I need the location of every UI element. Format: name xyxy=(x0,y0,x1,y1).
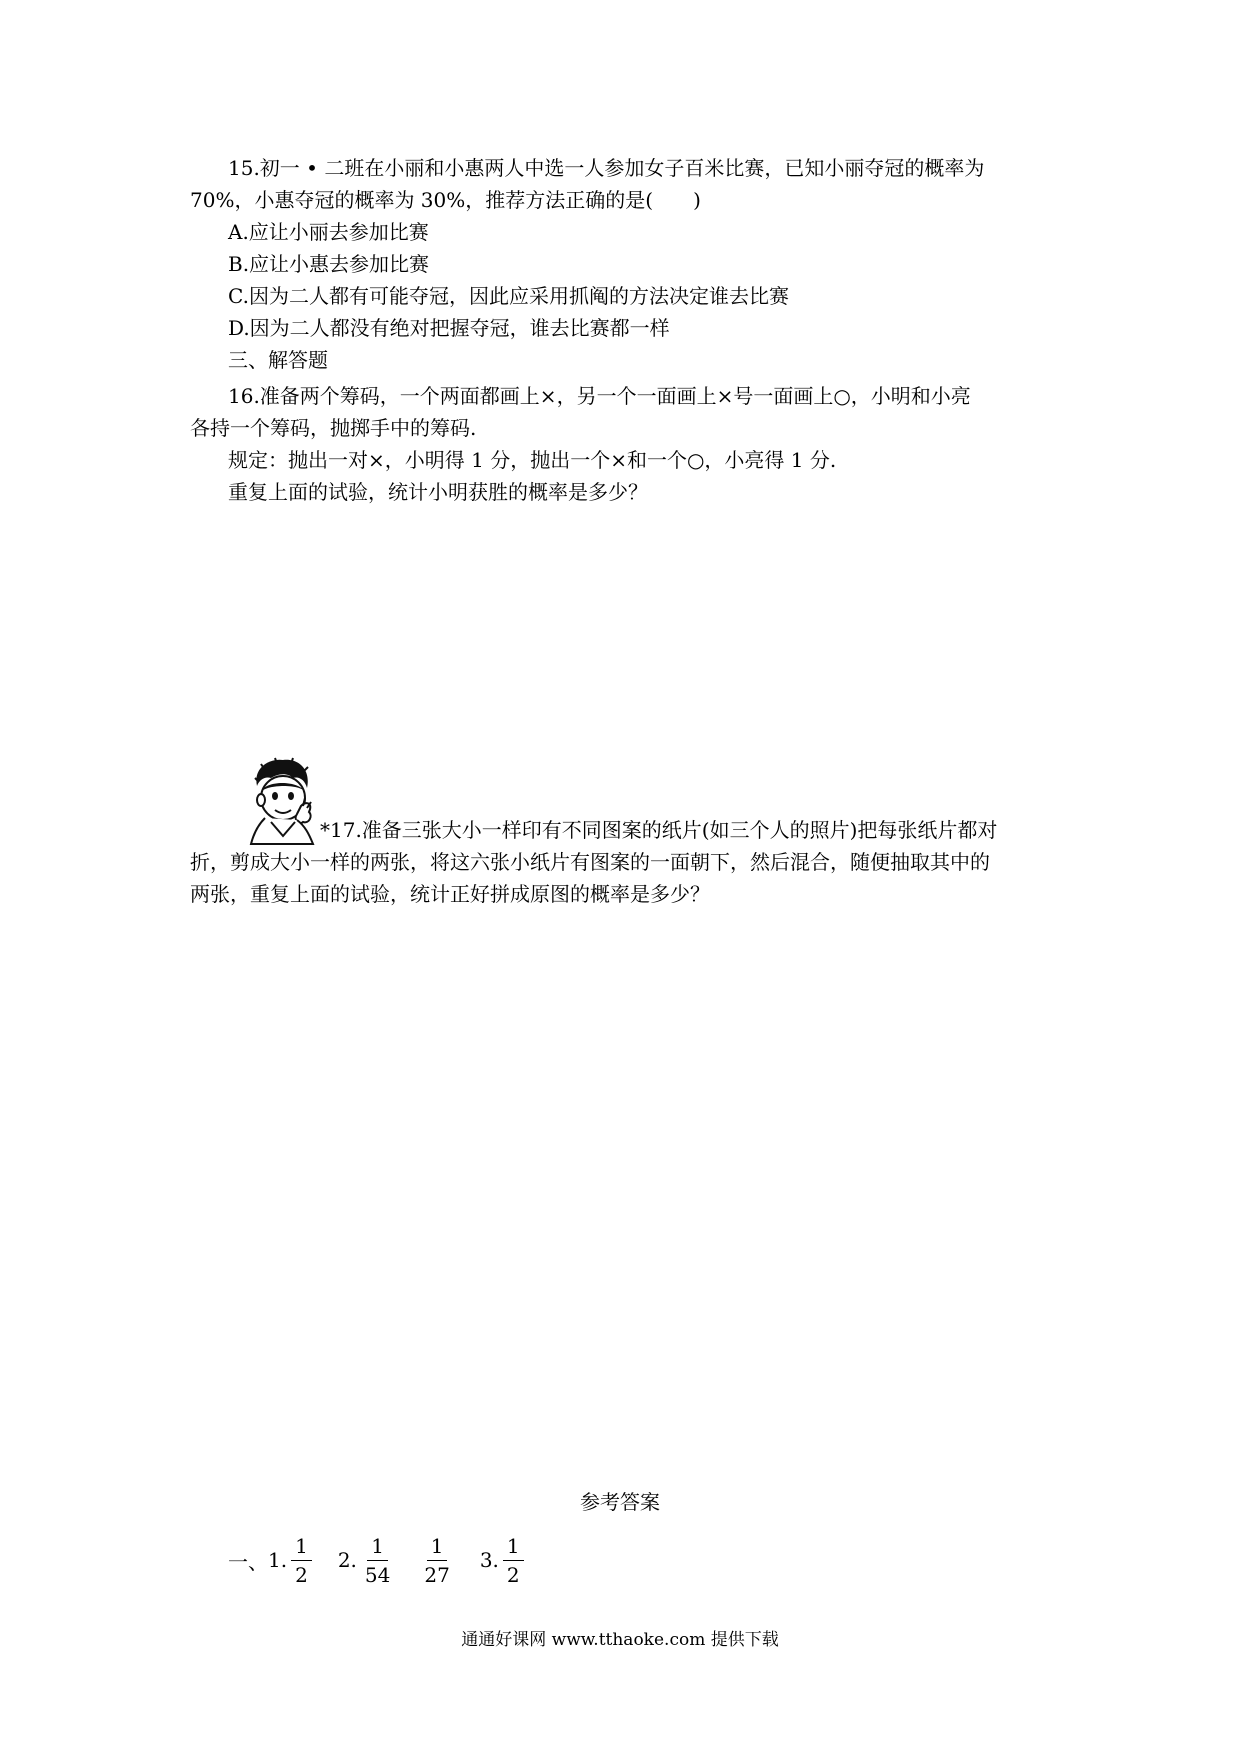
q16-line-1: 16.准备两个筹码，一个两面都画上×，另一个一面画上×号一面画上○，小明和小亮 xyxy=(228,384,971,408)
fraction-denominator: 54 xyxy=(364,1562,391,1587)
fraction-denominator: 2 xyxy=(506,1562,520,1587)
q17-line-2: 折，剪成大小一样的两张，将这六张小纸片有图案的一面朝下，然后混合，随便抽取其中的 xyxy=(190,850,990,874)
q15-option-b: B.应让小惠去参加比赛 xyxy=(228,252,430,276)
fraction xyxy=(420,1534,453,1587)
q15-line-2: 70%，小惠夺冠的概率为 30%，推荐方法正确的是( ) xyxy=(190,188,701,212)
section-3-title: 三、解答题 xyxy=(228,348,328,372)
fraction xyxy=(291,1534,312,1587)
q15-option-a: A.应让小丽去参加比赛 xyxy=(228,220,429,244)
fraction-numerator: 1 xyxy=(367,1534,388,1561)
q16-question: 重复上面的试验，统计小明获胜的概率是多少？ xyxy=(228,480,648,504)
answer-item-1 xyxy=(268,1534,316,1587)
answers-title: 参考答案 xyxy=(580,1490,660,1514)
fraction-denominator: 27 xyxy=(424,1562,450,1587)
answers-prefix: 一、 xyxy=(228,1549,268,1574)
answer-label: 2. xyxy=(337,1548,357,1572)
q17-line-3: 两张，重复上面的试验，统计正好拼成原图的概率是多少？ xyxy=(190,882,710,906)
q16-line-2: 各持一个筹码，抛掷手中的筹码. xyxy=(190,416,477,440)
answer-label: 1. xyxy=(268,1548,288,1572)
q15-option-c: C.因为二人都有可能夺冠，因此应采用抓阄的方法决定谁去比赛 xyxy=(228,284,789,308)
answer-label: 3. xyxy=(479,1548,499,1572)
answer-item-2 xyxy=(338,1534,458,1587)
fraction xyxy=(503,1534,524,1587)
fraction-numerator: 1 xyxy=(503,1534,524,1561)
fraction-numerator: 1 xyxy=(427,1534,448,1561)
q15-line-1: 15.初一 • 二班在小丽和小惠两人中选一人参加女子百米比赛，已知小丽夺冠的概率为 xyxy=(228,156,985,180)
cartoon-boy-icon xyxy=(247,756,317,846)
answer-item-3 xyxy=(480,1534,528,1587)
fraction xyxy=(361,1534,394,1587)
q15-option-d: D.因为二人都没有绝对把握夺冠，谁去比赛都一样 xyxy=(228,316,670,340)
q16-rule: 规定：抛出一对×，小明得 1 分，抛出一个×和一个○，小亮得 1 分. xyxy=(228,448,837,472)
footer-credit: 通通好课网 www.tthaoke.com 提供下载 xyxy=(461,1630,779,1650)
answers-row xyxy=(228,1525,550,1595)
fraction-denominator: 2 xyxy=(295,1562,308,1587)
q17-line-1: *17.准备三张大小一样印有不同图案的纸片(如三个人的照片)把每张纸片都对 xyxy=(320,818,998,842)
fraction-numerator: 1 xyxy=(291,1534,312,1561)
